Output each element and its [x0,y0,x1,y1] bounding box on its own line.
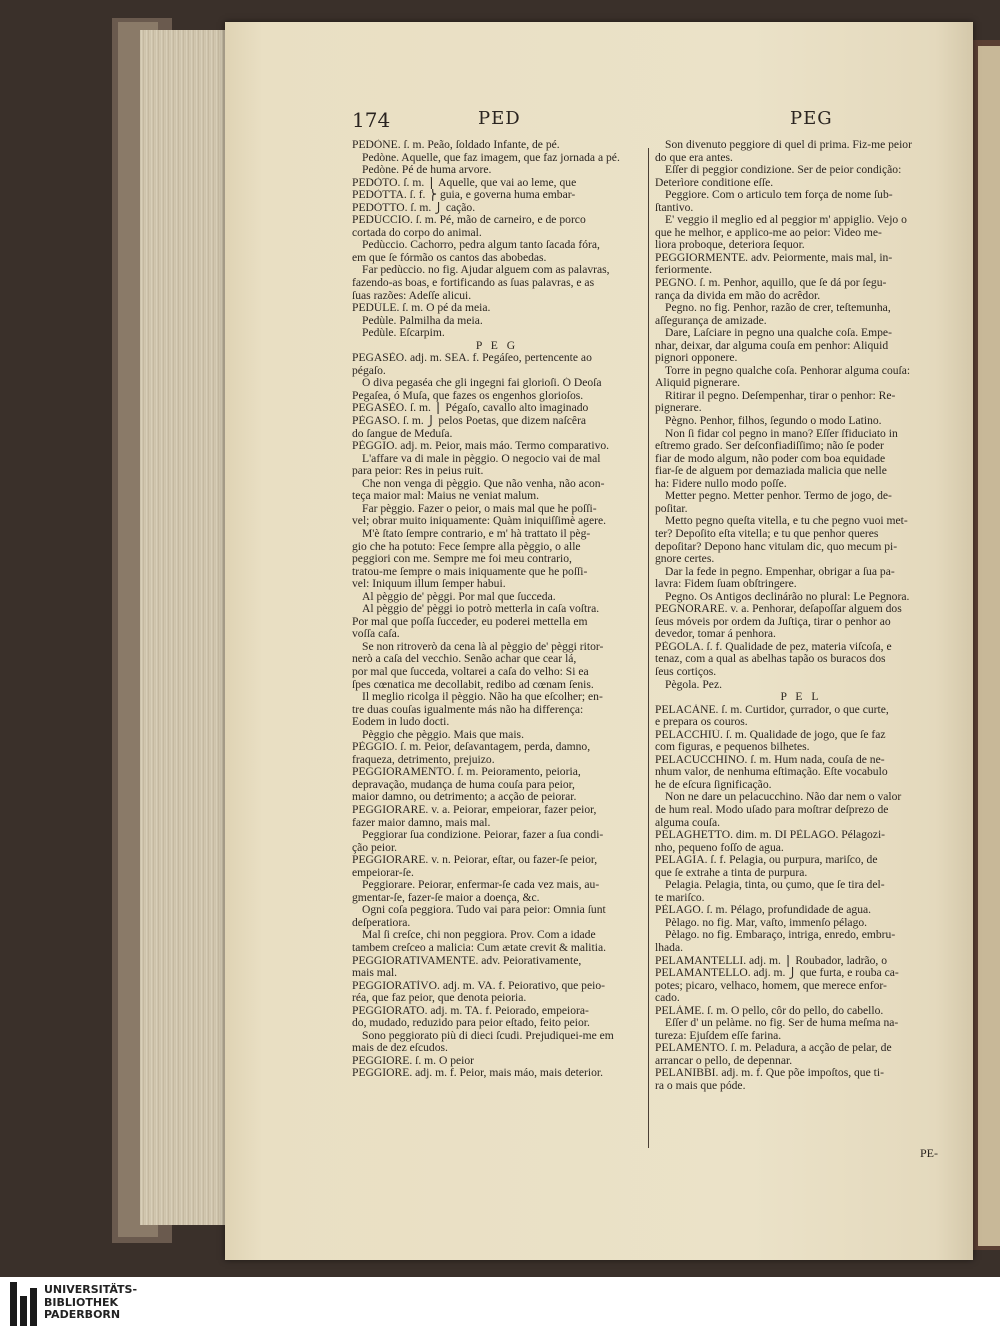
text-line: he de eſcura ſignificação. [655,778,772,791]
text-line: Aliquid pignerare. [655,377,740,390]
text-line: Pèlago. no fig. Embaraço, intriga, enredo, embru- [665,929,896,942]
text-line: PELANIBBI. adj. m. f. Que põe impoſtos, que ti- [655,1067,884,1080]
text-line: PELACÀNE. ſ. m. Curtidor, çurrador, o que curte, [655,703,889,716]
text-line: PELAMANTELLO. adj. m. ⎭ que furta, e rouba ca- [655,967,899,980]
text-line: Eodem in ludo docti. [352,716,450,729]
text-line: Pegaſea, ó Muſa, que fazes os engenhos glorioſos. [352,389,584,402]
text-line: Pedòne. Pé de huma arvore. [362,164,492,177]
logo-bar [20,1296,27,1326]
text-line: peggiori con me. Sempre me foi meu contrario, [352,553,572,566]
text-line: ha: Fidere nullo modo poſſe. [655,477,787,490]
text-line: cado. [655,992,680,1005]
text-line: E' veggio il meglio ed al peggior m' appiglio. Vejo o [665,214,907,227]
text-line: nerò a caſa del vecchio. Senão achar que cear lá, [352,653,577,666]
text-line: PELAGHETTO. dim. m. DI PÈLAGO. Pélagozi- [655,829,886,842]
text-line: gnore certes. [655,553,715,566]
text-line: PEGGIORE. ſ. m. O peior [352,1054,475,1067]
text-line: ção peior. [352,841,398,854]
text-line: ſuas razões: Adeſſe alicui. [352,289,472,302]
text-line: PEGGIORATÌVO. adj. m. VA. f. Peiorativo, que peio- [352,979,605,992]
text-line: PELAMANTELLI. adj. m. ⎫ Roubador, ladrão, o [655,954,888,967]
text-line: Che non venga di pèggio. Que não venha, não acon- [362,477,605,490]
text-line: PEGGIORARE. v. a. Peiorar, empeiorar, fazer peior, [352,803,597,816]
text-line: PÈGGIO. adj. m. Peior, mais máo. Termo comparativo. [352,440,610,453]
text-line: Se non ritroverò da cena là al pèggio de' pèggi ritor- [362,640,604,653]
text-line: PEGASÈO. adj. m. SEA. f. Pegáſeo, pertencente ao [352,352,592,365]
text-line: vel: Iniquum illum ſemper habui. [352,578,506,591]
text-line: Al pèggio de' pèggi io potrò metterla in caſa voſtra. [362,603,600,616]
text-line: alguma couſa. [655,816,721,829]
text-line: nhum valor, de nenhuma eſtimação. Eſte vocabulo [655,766,888,779]
text-line: Al pèggio de' pèggi. Por mal que ſucceda. [362,590,556,603]
text-line: PELACUCCHINO. ſ. m. Hum nada, couſa de ne- [655,753,885,766]
text-line: Pedùle. Palmilha da meia. [362,314,483,327]
text-line: P E L [780,691,822,704]
text-line: PEGASÈO. ſ. m. ⎫ Pégaſo, cavallo alto imaginado [352,402,589,415]
text-line: gio che ha potuto: Fece ſempre alla pèggio, o alle [352,540,581,553]
text-line: Dar la fede in pegno. Empenhar, obrigar a ſua pa- [665,565,895,578]
text-line: empeiorar-ſe. [352,866,414,879]
text-line: te mariſco. [655,891,705,904]
logo-bar [10,1282,17,1326]
text-line: com figuras, e pequenos bilhetes. [655,741,810,754]
left-column [352,139,642,1080]
library-name [44,1284,137,1322]
text-line: rança da divida em mão do acrêdor. [655,289,821,302]
text-line: tambem creſceo a malicia: Cum ætate crevit & malitia. [352,942,606,954]
text-line: arrancar o pello, de depennar. [655,1054,793,1067]
page-number: 174 [352,108,391,132]
text-line: PELAMENTO. ſ. m. Peladura, a acção de pelar, de [655,1042,892,1055]
text-line: para peior: Res in peius ruit. [352,465,484,478]
text-line: poſitar. [655,502,688,515]
text-line: Pedùccio. Cachorro, pedra algum tanto ſacada fóra, [362,239,600,252]
text-line: PEDÒNE. ſ. m. Peão, ſoldado Infante, de pé. [352,139,560,151]
text-line: PÈGOLA. ſ. f. Qualidade de pez, materia viſcoſa, e [655,640,892,653]
text-line: PEGGIORE. adj. m. f. Peior, mais máo, mais deterior. [352,1067,604,1080]
text-line: PELAGIA. ſ. f. Pelagia, ou purpura, mariſco, de [655,854,878,867]
text-line: Ritirar il pegno. Deſempenhar, tirar o penhor: Re- [665,389,896,402]
text-line: eſtremo grado. Ser deſconfiadiſſimo; não ſe poder [655,440,884,453]
text-line: PEGGIORARE. v. n. Peiorar, eſtar, ou fazer-ſe peior, [352,854,598,867]
text-line: PELÀME. ſ. m. O pello, côr do pello, do cabello. [655,1004,884,1017]
text-line: PELACCHIÙ. ſ. m. Qualidade de jogo, que ſe faz [655,728,886,741]
text-line: Pedòne. Aquelle, que faz imagem, que faz jornada a pé. [362,151,620,164]
text-line: lavra: Fidem ſuam obſtringere. [655,578,797,591]
text-line: Pelagia. Pelagia, tinta, ou çumo, que ſe tira del- [665,879,885,892]
text-line: PEDÙCCIO. ſ. m. Pé, mão de carneiro, e de porco [352,214,586,227]
text-line: do ſangue de Meduſa. [352,427,453,440]
text-line: que he melhor, e applico-me ao peior: Video me- [655,226,882,239]
text-line: do que era antes. [655,151,733,164]
facing-page-edge [978,46,1000,1246]
text-line: Pègno. Penhor, filhos, ſegundo o modo Latino. [665,415,882,428]
text-line: tratou-me ſempre o mais iniquamente que he poſſi- [352,565,588,578]
text-line: PEGGIORATIVAMENTE. adv. Peiorativamente, [352,954,582,967]
text-line: PEGNORARE. v. a. Penhorar, deſapoſſar alguem dos [655,603,902,616]
text-line: fazendo-as boas, e fortificando as ſuas palavras, e as [352,277,595,290]
text-line: PÈGGIO. ſ. m. Peior, deſavantagem, perda, damno, [352,741,591,754]
text-line: ſeus cortiços. [655,665,717,678]
text-line: Torre in pegno qualche coſa. Penhorar alguma couſa: [665,364,911,377]
text-line: deſperatiora. [352,916,411,929]
text-line: Metto pegno queſta vitella, e tu che pegno vuoi met- [665,515,908,528]
text-line: O diva pegaséa che gli ingegni fai glorioſi. Ó Deoſa [362,377,602,390]
text-line: fraqueza, detrimento, prejuizo. [352,753,495,766]
text-line: vel; obrar muito iniquamente: Quàm iniquiſſimè agere. [352,515,607,528]
text-line: do, mudado, reduzido para peior eſtado, feito peior. [352,1017,590,1030]
text-line: Il meglio ricolga il pèggio. Não ha que eſcolher; en- [362,691,603,704]
text-line: tre duas couſas igualmente más não ha differença: [352,703,584,716]
running-head-right: PEG [790,108,833,129]
text-line: M'è ſtato ſempre contrario, e m' hà trattato il pèg- [362,527,591,540]
text-line: PÈLAGO. ſ. m. Pélago, profundidade de agua. [655,904,872,917]
text-line: lhada. [655,942,684,954]
text-line: Deterìore conditione eſſe. [655,176,774,189]
text-line: Pèlago. no fig. Mar, vaſto, immenſo pélago. [665,916,868,929]
text-line: PEGGIORATO. adj. m. TA. f. Peiorado, empeiora- [352,1004,589,1017]
text-line: Peggiorar ſua condizione. Peiorar, fazer a ſua condi- [362,829,604,842]
text-line: Pedùle. Eſcarpim. [362,327,445,340]
text-line: PEGNO. ſ. m. Penhor, aquillo, que ſe dá por ſegu- [655,277,887,290]
text-line: nho, pequeno foſſo de agua. [655,841,784,854]
text-line: L'affare va di male in pèggio. O negocio vai de mal [362,452,601,465]
column-rule [648,148,649,1148]
text-line: tenaz, com a qual as abelhas tapão os buracos dos [655,653,886,666]
text-line: Mal ſi creſce, chi non peggiora. Prov. Com a idade [362,929,596,942]
library-name-line-1: UNIVERSITÄTS- [44,1283,138,1296]
text-line: PEDÒTTO. ſ. m. ⎭ cação. [352,201,476,214]
text-line: por mal que ſucceda, voltarei a caſa do velho: Si ea [352,665,589,678]
text-line: fiar de modo algum, não poder com boa equidade [655,452,886,465]
text-line: Pèggio che pèggio. Mais que mais. [362,728,524,741]
text-line: Dare, Laſciare in pegno una qualche coſa. Empe- [665,327,892,340]
text-line: pignerare. [655,402,702,415]
text-line: pignori opponere. [655,352,738,365]
text-line: ſtantivo. [655,201,694,214]
text-line: PEGGIORAMENTO. ſ. m. Peioramento, peioria, [352,766,581,779]
text-line: Non ne dare un pelacucchino. Não dar nem o valor [665,791,902,804]
text-line: liora proboque, deteriora ſequor. [655,239,805,252]
logo-bar [30,1288,37,1326]
text-line: que ſe extrahe a tinta de purpura. [655,866,808,879]
text-line: fazer maior damno, mais mal. [352,816,491,829]
text-line: Pegno. Os Antigos declinárão no plural: Le Pegnora. [665,590,910,603]
text-line: fiar-ſe de alguem por demaziada malicia que nelle [655,465,887,478]
text-line: depoſitar? Depono hanc vitulam dic, quo mecum pi- [655,540,898,553]
text-line: Far pèggio. Fazer o peior, o mais mal que he poſſi- [362,502,597,515]
text-line: PEDÒTO. ſ. m. ⎫ Aquelle, que vai ao leme, que [352,176,577,189]
text-line: tureza: Ejuſdem eſſe farina. [655,1029,782,1042]
text-line: ra o mais que póde. [655,1080,746,1093]
text-line: potes; picaro, velhaco, homem, que merece enfor- [655,979,887,992]
text-line: P E G [475,339,519,352]
text-line: de hum real. Modo uſado para moſtrar deſprezo de [655,803,889,816]
text-line: ter? Depoſito eſta vitella; e tu que penhor queres [655,527,879,540]
text-line: Far pedùccio. no fig. Ajudar alguem com as palavras, [362,264,610,277]
text-line: mais de dez eſcudos. [352,1042,448,1055]
text-line: teça maior mal: Maius ne veniat malum. [352,490,540,503]
text-line: mais mal. [352,967,398,980]
text-line: Sono peggiorato più di dieci ſcudi. Prejudiquei-me em [362,1029,614,1042]
text-line: cortada do corpo do animal. [352,226,482,239]
text-line: depravação, mudança de huma couſa para peior, [352,778,575,791]
text-line: nhar, deixar, dar alguma couſa em penhor: Aliquid [655,339,889,352]
text-line: Eſſer d' un pelàme. no fig. Ser de huma meſma na- [665,1017,899,1030]
text-line: Ogni coſa peggiora. Tudo vai para peior: Omnia ſunt [362,904,606,917]
text-line: maior damno, ou detrimento; a acção de peiorar. [352,791,577,804]
text-line: Pegno. no fig. Penhor, razão de crer, teſtemunha, [665,302,891,315]
text-line: gmentar-ſe, fazer-ſe maior a doença, &c. [352,891,540,904]
text-line: Son divenuto peggiore di quel di prima. Fiz-me peior [665,139,912,151]
text-line: Peggiorare. Peiorar, enfermar-ſe cada vez mais, au- [362,879,600,892]
catchword: PE- [920,1146,938,1160]
text-line: PÈGASO. ſ. m. ⎭ pelos Poetas, que dizem naſcêra [352,415,587,428]
text-line: feriormente. [655,264,712,277]
text-line: ſpes cœnatica me decollabit, redibo ad cœnam ſenis. [352,678,594,691]
text-line: réa, que faz peior, que denota peioria. [352,992,527,1005]
text-line: voſſa caſa. [352,628,400,641]
text-line: Non ſi fidar col pegno in mano? Eſſer ſfiduciato in [665,427,898,440]
text-line: ſeus móveis por ordem da Juſtiça, tirar o penhor ao [655,615,891,628]
right-column [655,139,947,1093]
text-line: devedor, tomar á penhora. [655,628,776,641]
text-line: Eſſer di peggior condizione. Ser de peior condição: [665,164,902,177]
text-line: PEDÒTTA. ſ. f. ⎬ guia, e governa huma embar- [352,189,576,202]
text-line: Pègola. Pez. [665,678,722,691]
text-line: PEDÙLE. ſ. m. O pé da meia. [352,302,491,315]
text-line: Metter pegno. Metter penhor. Termo de jogo, de- [665,490,892,503]
library-name-line-3: PADERBORN [44,1308,121,1321]
text-line: Peggiore. Com o articulo tem força de nome ſub- [665,189,893,202]
text-line: PEGGIORMENTE. adv. Peiormente, mais mal, in- [655,251,893,264]
text-line: pégaſo. [352,364,386,377]
library-name-line-2: BIBLIOTHEK [44,1295,119,1309]
text-line: aſſegurança de amizade. [655,314,767,327]
text-line: e prepara os couros. [655,716,748,729]
running-head-left: PED [478,108,521,129]
text-line: em que ſe fórmão os cantos das abobedas. [352,251,547,264]
text-line: Por mal que poſſa ſucceder, eu poderei mettella em [352,615,588,628]
